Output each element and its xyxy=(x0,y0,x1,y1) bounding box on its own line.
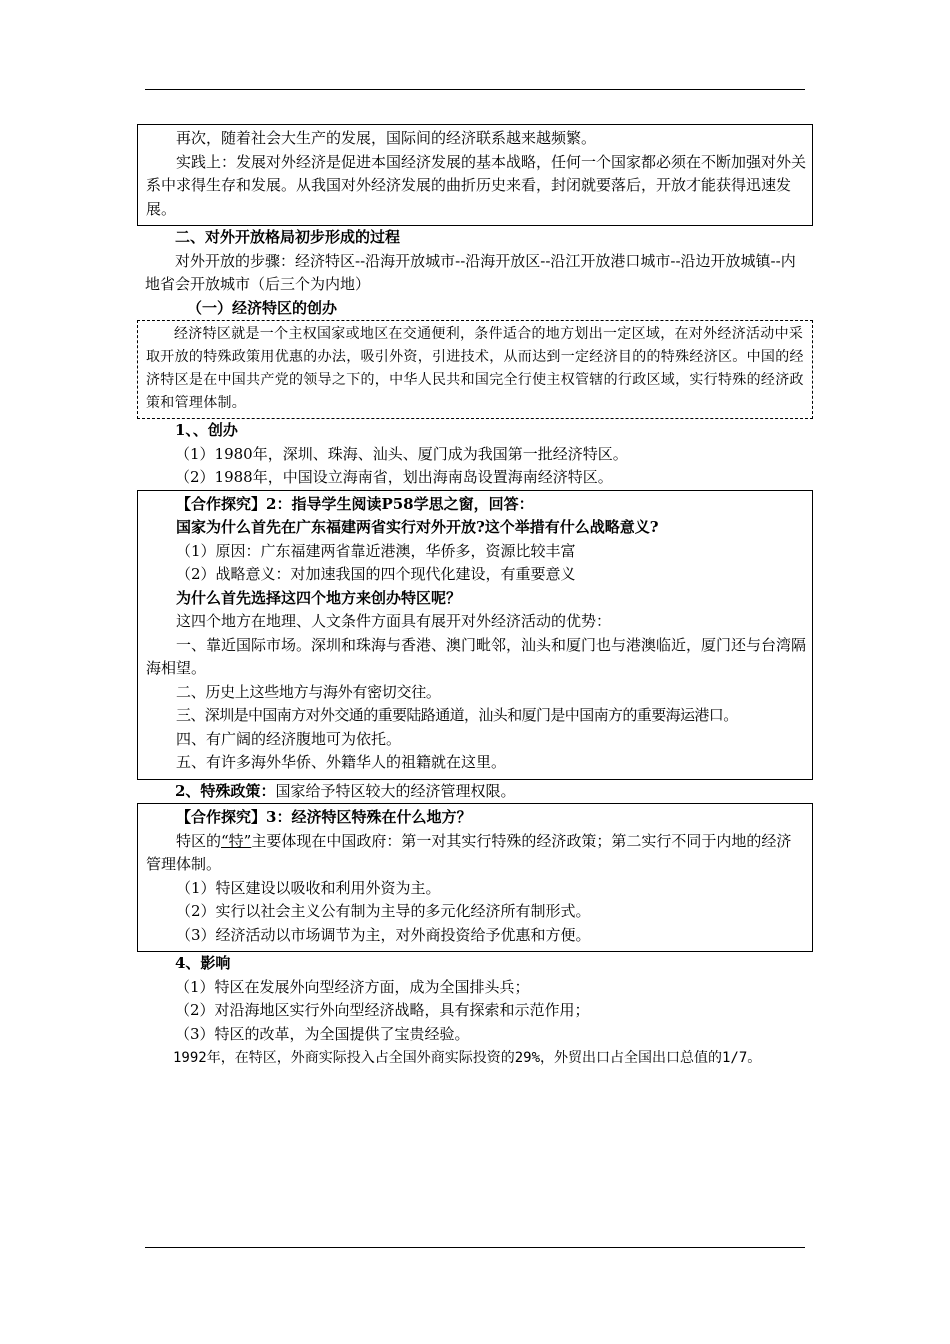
list-item: （1）1980年，深圳、珠海、汕头、厦门成为我国第一批经济特区。 xyxy=(175,444,628,463)
reason-item: 五、有许多海外华侨、外籍华人的祖籍就在这里。 xyxy=(176,753,507,771)
paragraph xyxy=(138,830,812,877)
paragraph: 实践上：发展对外经济是促进本国经济发展的基本战略，任何一个国家都必须在不断加强对外关系中求得生存和发展。从我国对外经济发展的曲折历史来看，封闭就要落后，开放才能获得迅速发展。 xyxy=(146,152,807,218)
section-heading: 二、对外开放格局初步形成的过程 xyxy=(175,228,401,246)
policy-label: 2、特殊政策： xyxy=(175,781,276,800)
list-item: （2）实行以社会主义公有制为主导的多元化经济所有制形式。 xyxy=(176,902,591,920)
subsection-heading: 4、影响 xyxy=(175,954,231,972)
reason-item: 一、靠近国际市场。深圳和珠海与香港、澳门毗邻，汕头和厦门也与港澳临近，厦门还与台湾隔海相望。 xyxy=(146,635,807,677)
reason-item: 四、有广阔的经济腹地可为依托。 xyxy=(176,729,402,748)
practice-box xyxy=(137,124,813,226)
header-rule xyxy=(145,89,805,90)
text-prefix: 特区的 xyxy=(176,831,222,850)
special-term: “特” xyxy=(221,831,252,850)
answer: （2）战略意义：对加速我国的四个现代化建设，有重要意义 xyxy=(176,565,576,583)
subsection-heading: （一）经济特区的创办 xyxy=(187,298,338,317)
definition-box xyxy=(137,320,813,419)
cooperative-inquiry-box xyxy=(137,490,813,780)
list-item: （1）特区建设以吸收和利用外资为主。 xyxy=(176,878,441,897)
paragraph: 这四个地方在地理、人文条件方面具有展开对外经济活动的优势： xyxy=(176,612,612,630)
inquiry-title: 【合作探究】2：指导学生阅读P58学思之窗，回答： xyxy=(176,494,534,513)
reason-item: 三、深圳是中国南方对外交通的重要陆路通道，汕头和厦门是中国南方的重要海运港口。 xyxy=(176,706,738,724)
paragraph: 再次，随着社会大生产的发展，国际间的经济联系越来越频繁。 xyxy=(176,129,597,147)
text-rest: 主要体现在中国政府：第一对其实行特殊的经济政策；第二实行不同于内地的经济管理体制。 xyxy=(146,831,792,873)
paragraph: 对外开放的步骤：经济特区--沿海开放城市--沿海开放区--沿江开放港口城市--沿边开放城镇--内地省会开放城市（后三个为内地） xyxy=(145,251,796,293)
document-body xyxy=(137,124,813,1070)
question: 国家为什么首先在广东福建两省实行对外开放?这个举措有什么战略意义? xyxy=(176,518,659,536)
list-item: （2）1988年，中国设立海南省，划出海南岛设置海南经济特区。 xyxy=(175,468,613,486)
policy-line xyxy=(137,780,813,804)
question: 为什么首先选择这四个地方来创办特区呢？ xyxy=(176,588,462,607)
list-item: （2）对沿海地区实行外向型经济战略，具有探索和示范作用； xyxy=(175,1001,590,1019)
list-item: （1）特区在发展外向型经济方面，成为全国排头兵； xyxy=(175,977,530,996)
answer: （1）原因：广东福建两省靠近港澳，华侨多，资源比较丰富 xyxy=(176,541,576,560)
policy-text: 国家给予特区较大的经济管理权限。 xyxy=(275,781,516,800)
footer-rule xyxy=(145,1247,805,1248)
cooperative-inquiry-box xyxy=(137,803,813,952)
reason-item: 二、历史上这些地方与海外有密切交往。 xyxy=(176,682,441,701)
definition-text: 经济特区就是一个主权国家或地区在交通便利，条件适合的地方划出一定区域，在对外经济活动中采取开放的特殊政策用优惠的办法，吸引外资，引进技术，从而达到一定经济目的的特殊经济区。中国的经济特区是在中国共产党的领导之下的，中华人民共和国完全行使主权管辖的行政区域，实行特殊的经济政策和管理体制。 xyxy=(146,326,804,411)
statistic-paragraph: 1992年，在特区，外商实际投入占全国外商实际投资的29%，外贸出口占全国出口总值的1/7。 xyxy=(173,1050,762,1066)
list-item: （3）特区的改革，为全国提供了宝贵经验。 xyxy=(175,1024,470,1043)
list-item: （3）经济活动以市场调节为主，对外商投资给予优惠和方便。 xyxy=(176,925,591,944)
inquiry-title: 【合作探究】3：经济特区特殊在什么地方？ xyxy=(176,808,472,826)
subsection-heading: 1、、创办 xyxy=(175,421,238,439)
